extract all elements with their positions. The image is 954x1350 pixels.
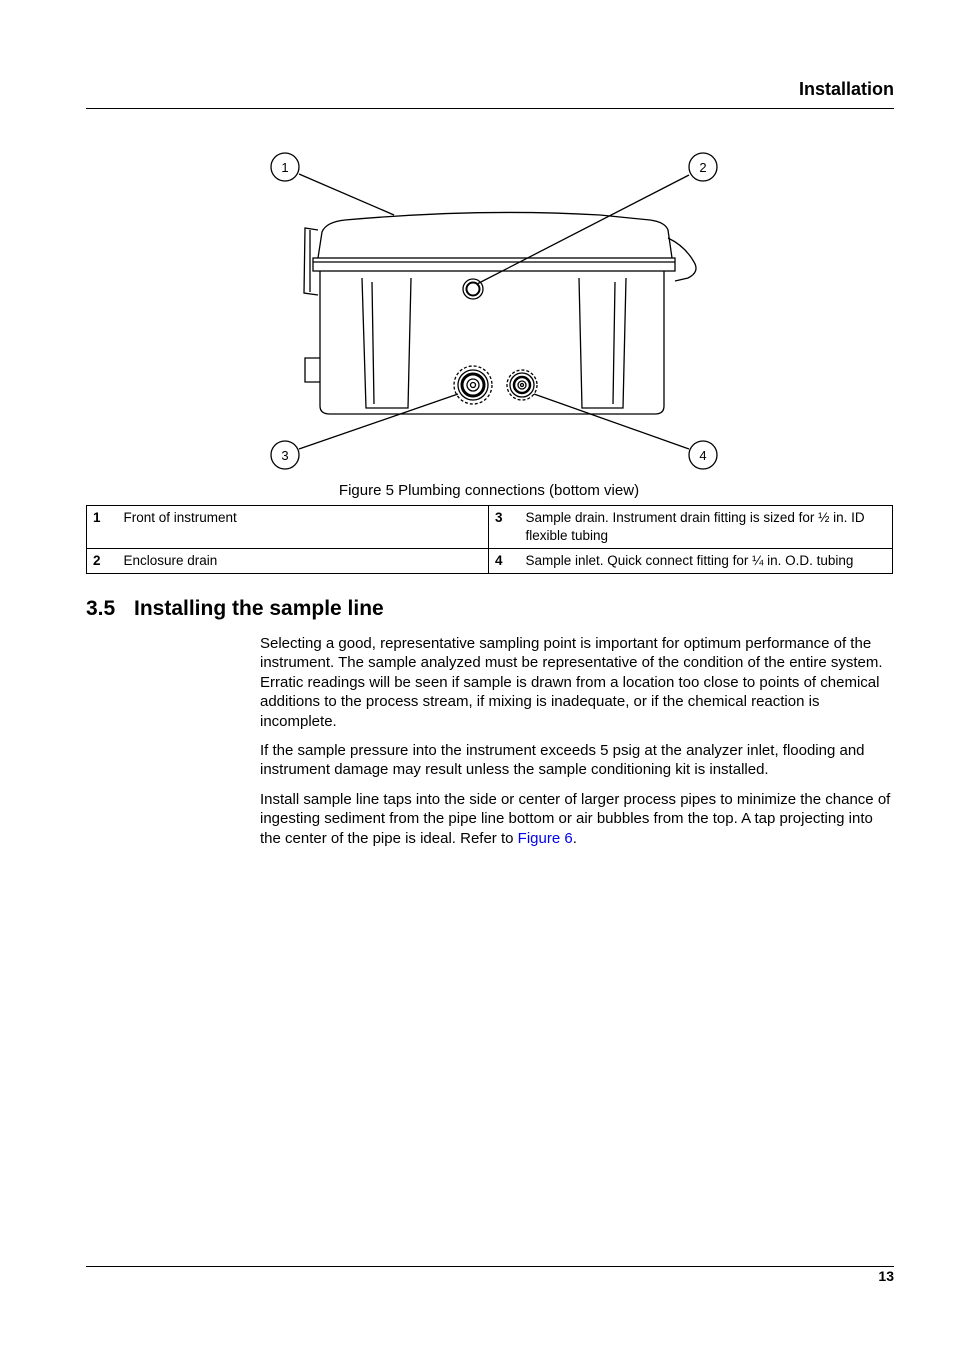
paragraph-end: . bbox=[572, 829, 577, 847]
figure-legend-table bbox=[86, 505, 893, 574]
leader-line-1 bbox=[299, 174, 394, 215]
legend-number: 3 bbox=[489, 506, 511, 549]
section-heading bbox=[86, 597, 384, 621]
footer-rule bbox=[86, 1266, 894, 1267]
lid-rim bbox=[313, 258, 675, 271]
legend-number: 2 bbox=[87, 549, 109, 574]
leader-line-4 bbox=[534, 394, 689, 449]
table-row bbox=[87, 549, 893, 574]
callout-label-3: 3 bbox=[281, 448, 289, 463]
header-rule bbox=[86, 108, 894, 109]
section-title: Installing the sample line bbox=[134, 597, 384, 620]
page-number: 13 bbox=[878, 1268, 894, 1284]
callout-label-4: 4 bbox=[699, 448, 707, 463]
running-header-title: Installation bbox=[798, 79, 894, 99]
figure-caption: Figure 5 Plumbing connections (bottom view) bbox=[338, 482, 640, 499]
legend-number: 4 bbox=[489, 549, 511, 574]
enclosure-lid bbox=[318, 212, 672, 258]
legend-number: 1 bbox=[87, 506, 109, 549]
paragraph bbox=[260, 790, 896, 848]
section-body bbox=[260, 634, 896, 858]
paragraph: Selecting a good, representative sampling point is important for optimum performance of the instrument. The sample analyzed must be representative of the condition of the entire system. Erratic readings will be seen if sample is drawn from a location too close to points of chemical additions to the process stream, if mixing is inadequate, or if the chemical reaction is incomplete. bbox=[260, 635, 883, 730]
leader-line-3 bbox=[299, 394, 458, 449]
table-row bbox=[87, 506, 893, 549]
paragraph-text: Install sample line taps into the side or center of larger process pipes to minimize the chance of ingesting sediment from the pipe line bottom or air bubbles from the top. A tap projecting into the center of the pipe is ideal. Refer to bbox=[260, 790, 891, 847]
legend-text: Sample inlet. Quick connect fitting for ¼ in. O.D. tubing bbox=[511, 549, 893, 574]
callout-label-2: 2 bbox=[699, 160, 707, 175]
section-number: 3.5 bbox=[86, 597, 116, 620]
leader-line-2 bbox=[477, 175, 689, 284]
legend-text: Front of instrument bbox=[109, 506, 489, 549]
legend-text: Sample drain. Instrument drain fitting is sized for ½ in. ID flexible tubing bbox=[511, 506, 893, 549]
right-handle bbox=[668, 238, 696, 281]
figure-6-link[interactable]: Figure 6 bbox=[517, 829, 573, 847]
paragraph: If the sample pressure into the instrument exceeds 5 psig at the analyzer inlet, flooding and instrument damage may result unless the sample conditioning kit is installed. bbox=[260, 742, 865, 779]
plumbing-connections-figure bbox=[262, 145, 707, 475]
side-nub bbox=[305, 358, 320, 382]
callout-label-1: 1 bbox=[281, 160, 289, 175]
legend-text: Enclosure drain bbox=[109, 549, 489, 574]
